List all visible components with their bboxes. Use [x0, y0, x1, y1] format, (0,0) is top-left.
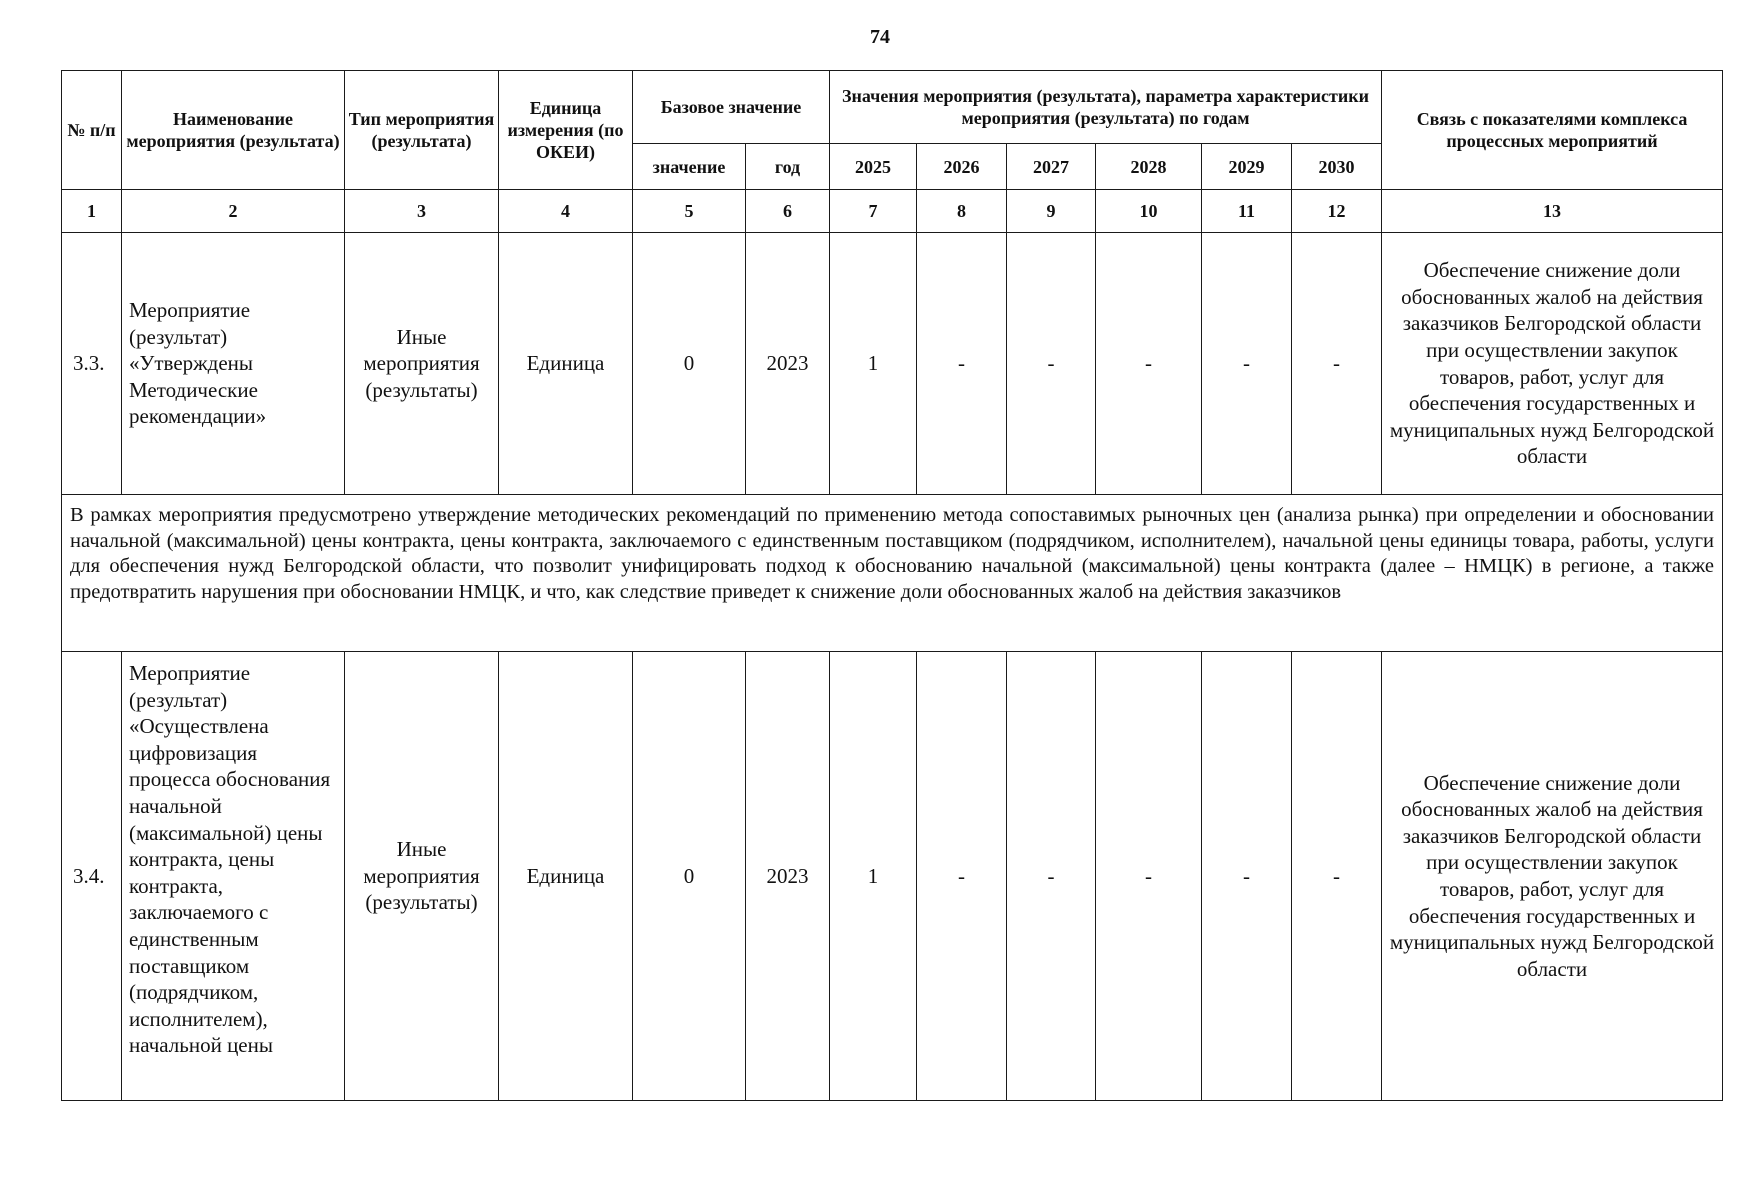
row-base-value: 0 — [633, 652, 746, 1101]
row-value-2025: 1 — [830, 652, 917, 1101]
row-value-2028: - — [1096, 652, 1202, 1101]
header-row-1 — [62, 71, 1723, 144]
row-value-2030: - — [1292, 652, 1382, 1101]
row-type: Иные мероприятия (результаты) — [345, 652, 499, 1101]
column-number: 8 — [917, 190, 1007, 233]
header-year-2025: 2025 — [830, 144, 917, 190]
column-number: 5 — [633, 190, 746, 233]
row-index: 3.3. — [62, 233, 122, 495]
row-type: Иные мероприятия (результаты) — [345, 233, 499, 495]
column-number: 9 — [1007, 190, 1096, 233]
header-num: № п/п — [62, 71, 122, 190]
header-values-by-year: Значения мероприятия (результата), параметра характеристики мероприятия (результата) по годам — [830, 71, 1382, 144]
column-number: 11 — [1202, 190, 1292, 233]
column-number: 13 — [1382, 190, 1723, 233]
description-row — [62, 495, 1723, 652]
row-value-2027: - — [1007, 652, 1096, 1101]
header-unit: Единица измерения (по ОКЕИ) — [499, 71, 633, 190]
row-value-2028: - — [1096, 233, 1202, 495]
header-name: Наименование мероприятия (результата) — [122, 71, 345, 190]
column-numbers-row — [62, 190, 1723, 233]
row-base-value: 0 — [633, 233, 746, 495]
row-name: Мероприятие (результат) «Утверждены Методические рекомендации» — [122, 233, 345, 495]
row-unit: Единица — [499, 652, 633, 1101]
row-base-year: 2023 — [746, 233, 830, 495]
column-number: 3 — [345, 190, 499, 233]
header-year-2030: 2030 — [1292, 144, 1382, 190]
row-value-2030: - — [1292, 233, 1382, 495]
header-base-year: год — [746, 144, 830, 190]
table-row-3-4 — [62, 652, 1723, 1101]
header-year-2029: 2029 — [1202, 144, 1292, 190]
row-value-2029: - — [1202, 652, 1292, 1101]
column-number: 6 — [746, 190, 830, 233]
row-value-2026: - — [917, 233, 1007, 495]
row-unit: Единица — [499, 233, 633, 495]
header-link: Связь с показателями комплекса процессных мероприятий — [1382, 71, 1723, 190]
header-base-value: значение — [633, 144, 746, 190]
row-description: В рамках мероприятия предусмотрено утверждение методических рекомендаций по применению метода сопоставимых рыночных цен (анализа рынка) при определении и обосновании начальной (максимальной) цены контракта, цены контракта, заключаемого с единственным поставщиком (подрядчиком, исполнителем), начальной цены единицы товара, работы, услуги для обеспечения нужд Белгородской области, что позволит унифицировать подход к обоснованию начальной (максимальной) цены контракта (далее – НМЦК) в регионе, а также предотвратить нарушения при обосновании НМЦК, и что, как следствие приведет к снижение доли обоснованных жалоб на действия заказчиков — [62, 495, 1723, 652]
column-number: 12 — [1292, 190, 1382, 233]
row-base-year: 2023 — [746, 652, 830, 1101]
measures-table — [61, 70, 1723, 1101]
column-number: 7 — [830, 190, 917, 233]
table-row-3-3 — [62, 233, 1723, 495]
header-year-2026: 2026 — [917, 144, 1007, 190]
row-name: Мероприятие (результат) «Осуществлена цифровизация процесса обоснования начальной (максимальной) цены контракта, цены контракта, заключаемого с единственным поставщиком (подрядчиком, исполнителем), начальной цены — [122, 652, 345, 1101]
page-number: 74 — [870, 26, 890, 48]
row-link: Обеспечение снижение доли обоснованных жалоб на действия заказчиков Белгородской области при осуществлении закупок товаров, работ, услуг для обеспечения государственных и муниципальных нужд Белгородской области — [1382, 652, 1723, 1101]
row-value-2025: 1 — [830, 233, 917, 495]
column-number: 2 — [122, 190, 345, 233]
row-value-2029: - — [1202, 233, 1292, 495]
row-value-2026: - — [917, 652, 1007, 1101]
column-number: 4 — [499, 190, 633, 233]
header-year-2027: 2027 — [1007, 144, 1096, 190]
header-year-2028: 2028 — [1096, 144, 1202, 190]
column-number: 1 — [62, 190, 122, 233]
header-type: Тип мероприятия (результата) — [345, 71, 499, 190]
column-number: 10 — [1096, 190, 1202, 233]
row-link: Обеспечение снижение доли обоснованных жалоб на действия заказчиков Белгородской области при осуществлении закупок товаров, работ, услуг для обеспечения государственных и муниципальных нужд Белгородской области — [1382, 233, 1723, 495]
header-base: Базовое значение — [633, 71, 830, 144]
row-index: 3.4. — [62, 652, 122, 1101]
row-value-2027: - — [1007, 233, 1096, 495]
